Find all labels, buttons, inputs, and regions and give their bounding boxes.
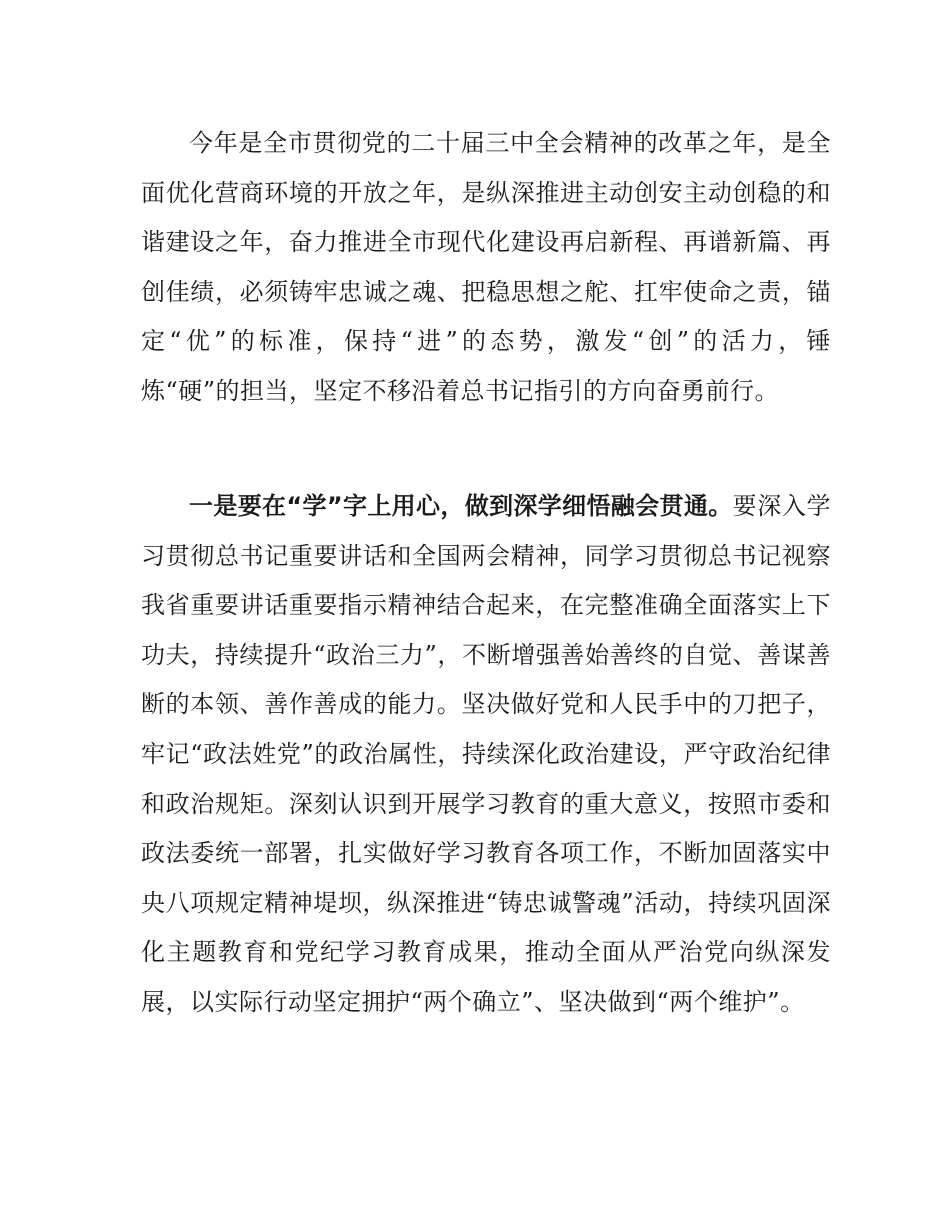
- paragraph-2: [141, 482, 831, 1028]
- paragraph-1-block: [141, 119, 831, 417]
- paragraph-2-lead: 一是要在“学”字上用心，做到深学细悟融会贯通。: [189, 492, 733, 520]
- paragraph-2-block: [141, 482, 831, 1028]
- paragraph-1: 今年是全市贯彻党的二十届三中全会精神的改革之年，是全面优化营商环境的开放之年，是纵深推进主动创安主动创稳的和谐建设之年，奋力推进全市现代化建设再启新程、再谱新篇、再创佳绩，必须铸牢忠诚之魂、把稳思想之舵、扛牢使命之责，锚定“优”的标准，保持“进”的态势，激发“创”的活力，锤炼“硬”的担当，坚定不移沿着总书记指引的方向奋勇前行。: [141, 129, 831, 405]
- paragraph-2-body: 要深入学习贯彻总书记重要讲话和全国两会精神，同学习贯彻总书记视察我省重要讲话重要指示精神结合起来，在完整准确全面落实上下功夫，持续提升“政治三力”，不断增强善始善终的自觉、善谋善断的本领、善作善成的能力。坚决做好党和人民手中的刀把子，牢记“政法姓党”的政治属性，持续深化政治建设，严守政治纪律和政治规矩。深刻认识到开展学习教育的重大意义，按照市委和政法委统一部署，扎实做好学习教育各项工作，不断加固落实中央八项规定精神堤坝，纵深推进“铸忠诚警魂”活动，持续巩固深化主题教育和党纪学习教育成果，推动全面从严治党向纵深发展，以实际行动坚定拥护“两个确立”、坚决做到“两个维护”。: [141, 492, 831, 1016]
